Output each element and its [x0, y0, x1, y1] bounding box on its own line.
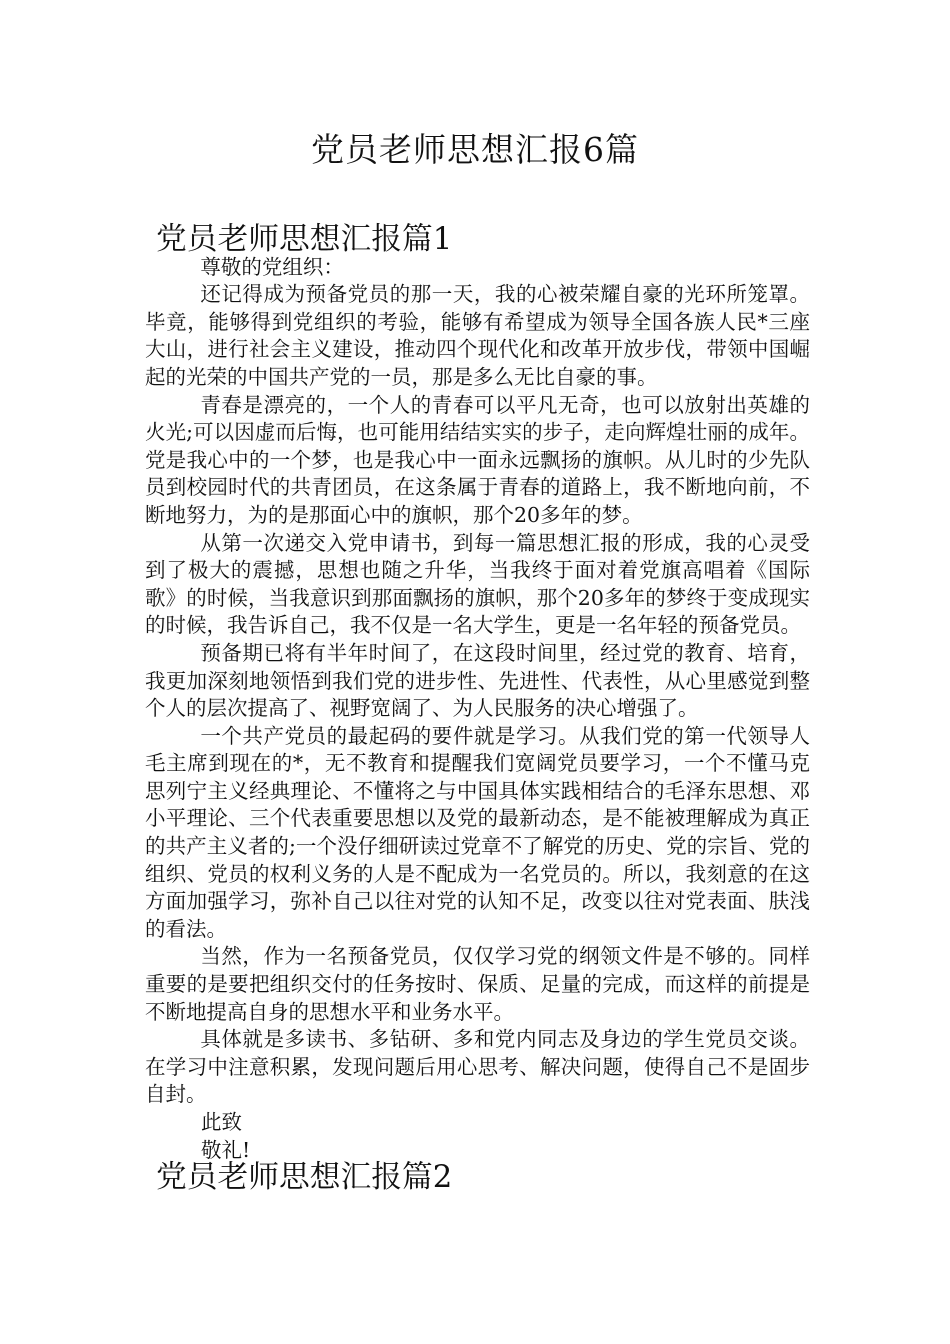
paragraph-3: 从第一次递交入党申请书，到每一篇思想汇报的形成，我的心灵受到了极大的震撼，思想也随之升华，当我终于面对着党旗高唱着《国际歌》的时候，当我意识到那面飘扬的旗帜，那个20多年的梦终于变成现实的时候，我告诉自己，我不仅是一名大学生，更是一名年轻的预备党员。 — [145, 530, 810, 638]
section-heading-1: 党员老师思想汇报篇1 — [156, 221, 453, 257]
closing-salute: 敬礼! — [201, 1137, 251, 1162]
closing-regards: 此致 — [201, 1110, 242, 1134]
paragraph-5: 一个共产党员的最起码的要件就是学习。从我们党的第一代领导人毛主席到现在的*，无不教育和提醒我们宽阔党员要学习，一个不懂马克思列宁主义经典理论、不懂将之与中国具体实践相结合的毛泽东思想、邓小平理论、三个代表重要思想以及党的最新动态，是不能被理解成为真正的共产主义者的;一个没仔细研读过党章不了解党的历史、党的宗旨、党的组织、党员的权利义务的人是不配成为一名党员的。所以，我刻意的在这方面加强学习，弥补自己以往对党的认知不足，改变以往对党表面、肤浅的看法。 — [145, 723, 810, 941]
salutation: 尊敬的党组织： — [200, 254, 344, 279]
document-body — [145, 221, 810, 1196]
paragraph-4: 预备期已将有半年时间了，在这段时间里，经过党的教育、培育，我更加深刻地领悟到我们党的进步性、先进性、代表性，从心里感觉到整个人的层次提高了、视野宽阔了、为人民服务的决心增强了。 — [145, 640, 810, 721]
paragraph-1: 还记得成为预备党员的那一天，我的心被荣耀自豪的光环所笼罩。毕竟，能够得到党组织的考验，能够有希望成为领导全国各族人民*三座大山，进行社会主义建设，推动四个现代化和改革开放步伐，带领中国崛起的光荣的中国共产党的一员，那是多么无比自豪的事。 — [145, 282, 810, 389]
paragraph-7: 具体就是多读书、多钻研、多和党内同志及身边的学生党员交谈。在学习中注意积累，发现问题后用心思考、解决问题，使得自己不是固步自封。 — [145, 1027, 810, 1107]
document-title: 党员老师思想汇报6篇 — [311, 130, 639, 169]
paragraph-6: 当然，作为一名预备党员，仅仅学习党的纲领文件是不够的。同样重要的是要把组织交付的任务按时、保质、足量的完成，而这样的前提是不断地提高自身的思想水平和业务水平。 — [145, 944, 810, 1024]
section-heading-2: 党员老师思想汇报篇2 — [156, 1159, 453, 1196]
paragraph-2: 青春是漂亮的，一个人的青春可以平凡无奇，也可以放射出英雄的火光;可以因虚而后悔，也可能用结结实实的步子，走向辉煌壮丽的成年。党是我心中的一个梦，也是我心中一面永远飘扬的旗帜。从儿时的少先队员到校园时代的共青团员，在这条属于青春的道路上，我不断地向前，不断地努力，为的是那面心中的旗帜，那个20多年的梦。 — [145, 392, 810, 527]
